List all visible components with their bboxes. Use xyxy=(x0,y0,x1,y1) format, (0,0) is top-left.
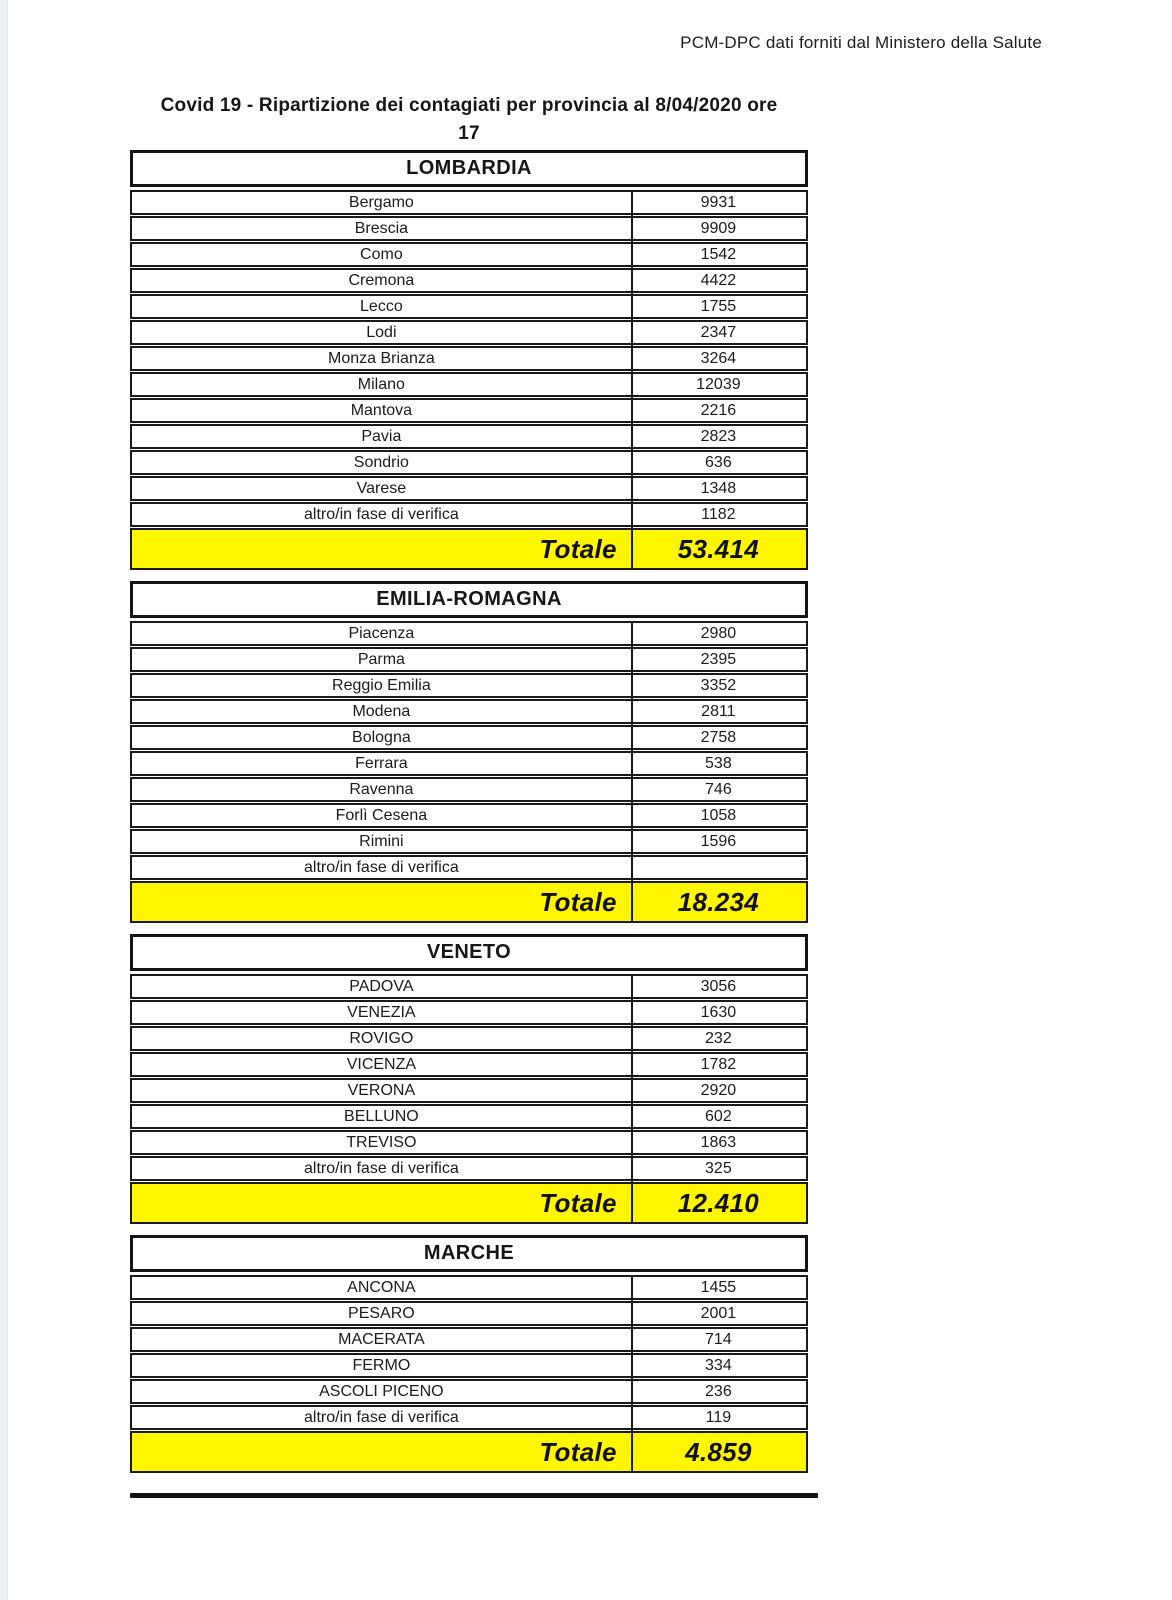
region-table xyxy=(130,1235,808,1473)
region-header: EMILIA-ROMAGNA xyxy=(130,581,808,618)
province-value-cell: 9909 xyxy=(700,219,737,237)
province-row xyxy=(130,216,808,241)
province-value-cell: 2216 xyxy=(700,401,737,419)
province-name-cell: PADOVA xyxy=(349,977,414,995)
province-name-cell: Milano xyxy=(357,375,405,393)
region-table xyxy=(130,934,808,1224)
region-header: VENETO xyxy=(130,934,808,971)
province-value-cell: 2758 xyxy=(700,728,737,746)
total-row xyxy=(130,1431,808,1473)
province-row xyxy=(130,1301,808,1326)
province-name-cell: ANCONA xyxy=(347,1278,416,1296)
total-value: 12.410 xyxy=(677,1187,760,1218)
province-value-cell: 1630 xyxy=(700,1003,737,1021)
province-row xyxy=(130,1026,808,1051)
province-value-cell: 2823 xyxy=(700,427,737,445)
province-row xyxy=(130,268,808,293)
province-row xyxy=(130,424,808,449)
region-header: MARCHE xyxy=(130,1235,808,1272)
province-value-cell: 325 xyxy=(705,1159,732,1177)
province-name-cell: altro/in fase di verifica xyxy=(304,1159,459,1177)
province-value-cell: 3264 xyxy=(700,349,737,367)
province-value-cell: 2347 xyxy=(700,323,737,341)
province-value-cell: 236 xyxy=(705,1382,732,1400)
province-row xyxy=(130,372,808,397)
bottom-rule xyxy=(130,1493,818,1498)
province-row xyxy=(130,1379,808,1404)
province-value-cell: 538 xyxy=(705,754,732,772)
province-name-cell: Ferrara xyxy=(355,754,408,772)
province-row xyxy=(130,398,808,423)
province-value-cell: 119 xyxy=(705,1408,732,1426)
province-value-cell: 1596 xyxy=(700,832,737,850)
total-row xyxy=(130,881,808,923)
province-value-cell: 1455 xyxy=(700,1278,737,1296)
province-name-cell: altro/in fase di verifica xyxy=(304,505,459,523)
total-label: Totale xyxy=(539,886,617,917)
province-row xyxy=(130,294,808,319)
province-name-cell: Mantova xyxy=(350,401,413,419)
province-name-cell: MACERATA xyxy=(338,1330,425,1348)
total-row xyxy=(130,528,808,570)
province-name-cell: Lodi xyxy=(366,323,397,341)
province-row xyxy=(130,1052,808,1077)
province-value-cell: 334 xyxy=(705,1356,732,1374)
scan-edge-strip xyxy=(0,0,8,1600)
province-value-cell: 9931 xyxy=(700,193,737,211)
region-rows xyxy=(130,974,808,1224)
province-row xyxy=(130,320,808,345)
province-row xyxy=(130,751,808,776)
province-value-cell: 232 xyxy=(705,1029,732,1047)
province-row xyxy=(130,242,808,267)
province-value-cell: 1782 xyxy=(700,1055,737,1073)
province-value-cell: 636 xyxy=(705,453,732,471)
page-title-line1: Covid 19 - Ripartizione dei contagiati per provincia al 8/04/2020 ore xyxy=(160,95,778,116)
province-row xyxy=(130,829,808,854)
province-name-cell: Monza Brianza xyxy=(328,349,435,367)
total-label: Totale xyxy=(539,1436,617,1467)
province-name-cell: Forlì Cesena xyxy=(335,806,428,824)
region-header: LOMBARDIA xyxy=(130,150,808,187)
province-value-cell: 1058 xyxy=(700,806,737,824)
province-value-cell: 1542 xyxy=(700,245,737,263)
province-value-cell: 3056 xyxy=(700,977,737,995)
province-name-cell: Reggio Emilia xyxy=(332,676,431,694)
province-row xyxy=(130,621,808,646)
province-value-cell: 1755 xyxy=(700,297,737,315)
province-name-cell: PESARO xyxy=(348,1304,415,1322)
province-name-cell: ASCOLI PICENO xyxy=(319,1382,444,1400)
province-row xyxy=(130,725,808,750)
region-rows xyxy=(130,621,808,923)
province-value-cell: 2980 xyxy=(700,624,737,642)
province-name-cell: altro/in fase di verifica xyxy=(304,1408,459,1426)
province-name-cell: Piacenza xyxy=(348,624,415,642)
province-name-cell: Bergamo xyxy=(348,193,414,211)
province-row xyxy=(130,673,808,698)
province-value-cell: 1182 xyxy=(701,505,736,523)
province-name-cell: VERONA xyxy=(347,1081,416,1099)
province-value-cell: 4422 xyxy=(700,271,737,289)
region-tables xyxy=(130,150,808,1498)
total-value: 18.234 xyxy=(677,886,760,917)
province-name-cell: Brescia xyxy=(354,219,409,237)
province-value-cell: 2920 xyxy=(700,1081,737,1099)
province-row xyxy=(130,1405,808,1430)
province-row xyxy=(130,476,808,501)
province-name-cell: Como xyxy=(360,245,403,263)
province-name-cell: TREVISO xyxy=(346,1133,417,1151)
province-row xyxy=(130,502,808,527)
region-rows xyxy=(130,1275,808,1473)
province-value-cell: 3352 xyxy=(700,676,737,694)
province-row xyxy=(130,699,808,724)
province-row xyxy=(130,803,808,828)
province-value-cell: 2001 xyxy=(700,1304,737,1322)
province-name-cell: VICENZA xyxy=(346,1055,417,1073)
province-name-cell: Rimini xyxy=(359,832,404,850)
province-row xyxy=(130,1000,808,1025)
province-name-cell: Varese xyxy=(356,479,407,497)
source-note: PCM-DPC dati forniti dal Ministero della Salute xyxy=(680,33,1042,52)
province-name-cell: Cremona xyxy=(348,271,415,289)
province-name-cell: Modena xyxy=(352,702,411,720)
province-row xyxy=(130,1130,808,1155)
province-row xyxy=(130,1104,808,1129)
page-title-line2: 17 xyxy=(458,122,480,144)
province-name-cell: Lecco xyxy=(360,297,403,315)
total-value: 4.859 xyxy=(685,1436,752,1467)
province-name-cell: Pavia xyxy=(361,427,402,445)
page-title xyxy=(130,92,808,147)
province-row xyxy=(130,974,808,999)
region-table xyxy=(130,581,808,923)
province-value-cell: 602 xyxy=(705,1107,732,1125)
province-row xyxy=(130,1156,808,1181)
province-row xyxy=(130,1078,808,1103)
province-value-cell: 12039 xyxy=(696,375,741,393)
province-row xyxy=(130,855,808,880)
region-rows xyxy=(130,190,808,570)
province-value-cell: 2395 xyxy=(700,650,737,668)
province-row xyxy=(130,1353,808,1378)
province-value-cell: 714 xyxy=(705,1330,732,1348)
province-value-cell: 1863 xyxy=(700,1133,737,1151)
total-value: 53.414 xyxy=(677,533,760,564)
province-row xyxy=(130,1327,808,1352)
province-row xyxy=(130,190,808,215)
province-value-cell: 1348 xyxy=(700,479,737,497)
province-row xyxy=(130,1275,808,1300)
total-label: Totale xyxy=(539,1187,617,1218)
province-value-cell: 746 xyxy=(705,780,732,798)
province-row xyxy=(130,450,808,475)
province-row xyxy=(130,777,808,802)
province-name-cell: altro/in fase di verifica xyxy=(304,858,459,876)
province-row xyxy=(130,346,808,371)
province-value-cell: 2811 xyxy=(701,702,736,720)
province-name-cell: FERMO xyxy=(352,1356,411,1374)
province-name-cell: Ravenna xyxy=(349,780,414,798)
total-label: Totale xyxy=(539,533,617,564)
province-name-cell: Sondrio xyxy=(353,453,409,471)
province-row xyxy=(130,647,808,672)
region-table xyxy=(130,150,808,570)
province-name-cell: BELLUNO xyxy=(344,1107,419,1125)
total-row xyxy=(130,1182,808,1224)
province-name-cell: Parma xyxy=(357,650,405,668)
province-name-cell: ROVIGO xyxy=(349,1029,414,1047)
province-name-cell: VENEZIA xyxy=(347,1003,416,1021)
province-name-cell: Bologna xyxy=(352,728,411,746)
